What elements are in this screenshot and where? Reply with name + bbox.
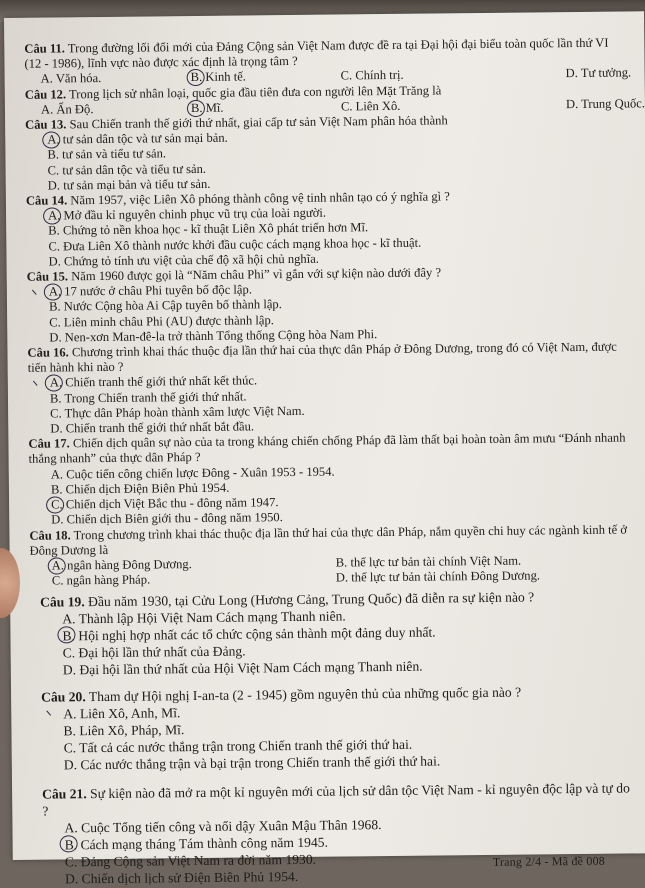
exam-page [4,11,645,887]
question-label: Câu 14. [25,193,68,208]
page-footer: Trang 2/4 - Mã đề 008 [492,853,606,869]
option-c: C. Liên Xô. [340,98,401,114]
question-text: Năm 1960 được gọi là “Năm châu Phi” vì gắn với sự kiện nào dưới đây ? [67,265,442,284]
option-b: B. Trong Chiến tranh thế giới thứ nhất. [49,389,247,406]
option-text: B. Kinh tế. [190,69,246,85]
large-text-block [30,588,633,888]
option-c: C. Thực dân Pháp hoàn thành xâm lược Việt Nam. [50,403,305,421]
option-d: D. Đại hội lần thứ nhất của Hội Việt Nam Cách mạng Thanh niên. [62,658,423,678]
question-label: Câu 15. [26,269,69,284]
tick-mark [32,285,43,295]
option-b: B. tư sản và tiểu tư sản. [47,146,167,162]
option-text: A. ngân hàng Đông Dương. [51,556,192,573]
option-d: D. Nen-xơn Man-đê-la trở thành Tổng thống Cộng hòa Nam Phi. [49,326,378,345]
option-b: B. thế lực tư bản tài chính Việt Nam. [335,553,522,570]
option-a: A. Cuộc Tổng tiến công và nổi dậy Xuân Mậu Thân 1968. [64,817,382,836]
question-label: Câu 19. [40,594,85,610]
option-b: B. Liên Xô, Pháp, Mĩ. [63,722,185,739]
question-text: Chương trình khai thác thuộc địa lần thứ hai của thực dân Pháp ở Đông Dương, trong đó có Việt Nam, được tiến hành khi nào ? [27,339,617,376]
option-a [52,555,336,573]
question-label: Câu 16. [27,345,69,360]
option-a: A. Thành lập Hội Việt Nam Cách mạng Thanh niên. [62,608,346,627]
question-text: Sau Chiến tranh thế giới thứ nhất, giai cấp tư sản Việt Nam phân hóa thành [66,113,448,132]
tick-mark [46,706,57,716]
option-b [191,99,341,116]
option-d: D. Trung Quốc. [565,96,645,111]
question-text: Đầu năm 1930, tại Cửu Long (Hương Cảng, Trung Quốc) đã diễn ra sự kiện nào ? [84,589,535,610]
option-b: B. Chứng tỏ nền khoa học - kĩ thuật Liên Xô phát triển hơn Mĩ. [48,220,369,238]
option-text: C. Chiến dịch Việt Bắc thu - đông năm 1947. [51,495,279,512]
option-d: D. Chứng tỏ tính ưu việt của chế độ xã hội chủ nghĩa. [48,251,319,269]
option-text: B. Hội nghị hợp nhất các tổ chức cộng sản thành một đảng duy nhất. [62,624,436,644]
option-b: B. Nước Cộng hòa Ai Cập tuyên bố thành lập. [48,297,282,314]
question-label: Câu 18. [29,527,71,543]
option-c: C. Đại hội lần thứ nhất của Đảng. [62,643,246,661]
option-d: D. thế lực tư bản tài chính Đông Dương. [335,568,541,585]
option-b: B. Chiến dịch Điện Biên Phủ 1954. [50,480,230,497]
question-list [24,35,645,888]
option-d: D. Chiến dịch Biên giới thu - đông năm 1950. [51,510,283,527]
option-text: B. Mĩ. [190,100,224,115]
question-text: Năm 1957, việc Liên Xô phóng thành công vệ tinh nhân tạo có ý nghĩa gì ? [67,189,450,208]
option-c: C. ngân hàng Pháp. [51,572,151,588]
question-text: Trong chương trình khai thác thuộc địa lần thứ hai của thực dân Pháp, nắm quyền chi huy các ngành kinh tế ở Đông Dương là [29,522,628,558]
option-d: D. Chiến dịch lịch sử Điện Biên Phủ 1954. [64,869,299,887]
option-b [191,69,341,86]
question-text: Sự kiện nào đã mở ra một kỉ nguyên mới của lịch sử dân tộc Việt Nam - kỉ nguyên độc lập và tự do ? [42,780,630,819]
option-d: D. tư sản mại bản và tiểu tư sản. [47,176,211,193]
option-d: D. Chiến tranh thế giới thứ nhất bắt đầu. [50,419,255,436]
option-text: A. Liên Xô, Anh, Mĩ. [63,705,181,722]
question-text: Trong lịch sử nhân loại, quốc gia đầu tiên đưa con người lên Mặt Trăng là [66,83,442,101]
option-c: C. Tất cả các nước thắng trận trong Chiến tranh thế giới thứ hai. [63,737,413,756]
option-c: C. Chính trị. [340,68,404,83]
question-label: Câu 12. [24,86,67,102]
option-a: A. Ấn Độ. [40,101,94,117]
tick-mark [33,376,44,386]
option-c: C. Đảng Cộng sản Việt Nam ra đời năm 1930. [64,852,317,870]
options-18 [46,552,630,589]
option-text: A. Chiến tranh thế giới thứ nhất kết thúc. [49,373,258,391]
option-text: A. tư sản dân tộc và tư sản mại bản. [47,130,228,147]
option-text: A. 17 nước ở châu Phi tuyên bố độc lập. [48,282,253,299]
option-text: B. Cách mạng tháng Tám thành công năm 1945. [64,834,329,853]
option-a: A. Cuộc tiến công chiến lược Đông - Xuân 1953 - 1954. [50,464,335,482]
option-d: D. Tư tưởng. [565,65,632,81]
question-label: Câu 13. [25,117,67,132]
question-text: Tham dự Hội nghị I-an-ta (2 - 1945) gồm nguyên thủ của những quốc gia nào ? [85,684,522,705]
question-text: Chiến dịch quân sự nào của ta trong kháng chiến chống Pháp đã làm thất bại hoàn toàn âm mưu “Đánh nhanh thắng nhanh” của thực dân Pháp ? [28,430,626,467]
question-text: Trong đường lối đổi mới của Đảng Cộng sản Việt Nam được đề ra tại Đại hội đại biểu toàn quốc lần thứ VI (12 - 1986), lĩnh vực nào được xác định là trọng tâm ? [24,35,609,71]
option-d: D. Các nước thắng trận và bại trận trong Chiến tranh thế giới thứ hai. [63,753,441,773]
option-c: C. tư sản dân tộc và tiểu tư sản. [47,161,207,178]
answer-circle-mark [48,557,66,574]
question-label: Câu 11. [24,41,65,56]
question-label: Câu 20. [41,689,86,705]
option-a: A. Văn hóa. [40,71,102,87]
question-label: Câu 21. [42,786,87,802]
option-c: C. Liên minh châu Phi (AU) được thành lập. [49,312,274,330]
option-text: A. Mở đầu kỉ nguyên chinh phục vũ trụ của loài người. [48,205,327,223]
answer-circle-mark [187,100,205,117]
question-label: Câu 17. [28,436,70,452]
option-c: C. Đưa Liên Xô thành nước khởi đầu cuộc cách mạng khoa học - kĩ thuật. [48,235,422,254]
